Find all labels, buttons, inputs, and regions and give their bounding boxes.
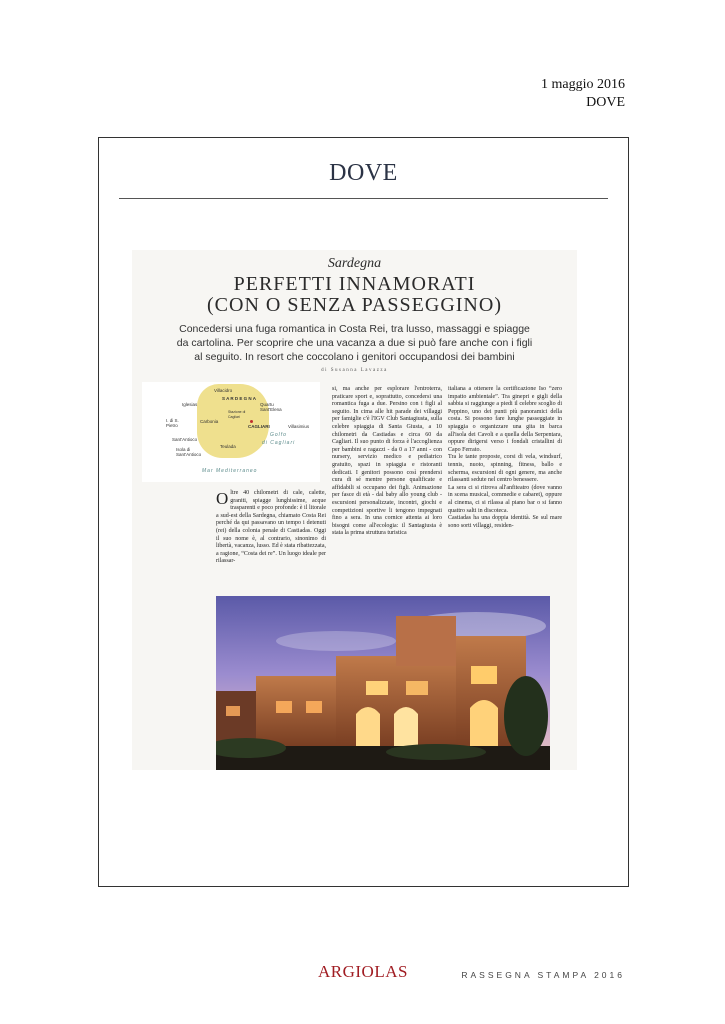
article-column-3	[448, 386, 562, 530]
article-title-line1: PERFETTI INNAMORATI	[233, 273, 476, 295]
map-label-iglesias: Iglesias	[182, 402, 198, 407]
map-pin-cagliari	[250, 420, 253, 423]
map-label-villasimius: Villasimius	[288, 424, 310, 429]
article-column-3-paragraph: Castiadas ha una doppia identità. Se sul mare sono sorti villaggi, residen-	[448, 515, 562, 529]
map-label-villacidro: Villacidro	[214, 388, 233, 393]
footer-brand-logo: ARGIOLAS	[318, 962, 408, 981]
resort-photo-image	[216, 596, 550, 770]
article-column-2: si, ma anche per esplorare l'entroterra, praticare sport e, soprattutto, concedersi una romantica fuga a due. Persino con i figli al seguito. In cima alle hit parade dei villaggi per famiglie c'è l'IGV Club Santagiusta, sulla celebre spiaggia di Santa Giusta, a 10 chilometri da Castiadas e circa 60 da Cagliari. Il suo punto di forza è l'accoglienza per bambini e ragazzi - da 0 a 17 anni - con nursery, servizio medico e pediatrico gratuito, spazi in spiaggia e ristoranti dedicati. I genitori possono così prendersi cura di sé mentre persone qualificate e affidabili si occupano dei figli. Animazione per fasce di età - dal baby allo young club - escursioni personalizzate, incontri, giochi e competizioni sportive li tengono impegnati fino a sera. In una cornice attenta ai loro bisogni come all'ecologia: il Santagiusta è stata la prima struttura turistica	[332, 386, 442, 537]
article-title	[132, 274, 577, 316]
map-label-quartu: Quartu Sant'Elena	[260, 402, 282, 412]
article-clipping	[132, 250, 577, 770]
footer-caption: RASSEGNA STAMPA 2016	[461, 970, 625, 980]
article-kicker: Sardegna	[327, 256, 382, 271]
article-column-3-paragraph: italiana a ottenere la certificazione Iso “zero impatto ambientale”. Tra ginepri e gigli della sabbia si raggiunge a piedi il celebre scoglio di Peppino, uno dei punti più panoramici della costa. Si possono fare lunghe passeggiate in spiaggia o organizzare una gita in barca all'isola dei Cavoli e a quella della Serpentara, oppure dirigersi verso i fondali cristallini di Capo Ferrato.	[448, 386, 562, 453]
article-column-3-paragraph: La sera ci si ritrova all'anfiteatro (dove vanno in scena musical, commedie e cabaret), oppure al cinema, ci si rilassa al piano bar o si fanno quattro salti in discoteca.	[448, 484, 562, 514]
resort-photo	[216, 596, 550, 770]
article-column-3-paragraph: Tra le tante proposte, corsi di vela, windsurf, tennis, nuoto, spinning, fitness, ballo e scherma, escursioni di ogni genere, ma anche rilassanti sedute nel centro benessere.	[448, 454, 562, 484]
article-column-1	[216, 490, 326, 566]
article-byline: di Susanna Lavazza	[321, 368, 388, 373]
magazine-logo: DOVE	[329, 160, 398, 186]
article-lede: Concedersi una fuga romantica in Costa Rei, tra lusso, massaggi e spiagge da cartolina. Per scoprire che una vacanza a due si può fare anche con i figli al seguito. In resort che coccolano i genitori occupandosi dei bambini	[176, 323, 533, 363]
map-label-santantioco: Sant'Antioco	[172, 437, 198, 442]
map-label-isola-santantioco: Isola di Sant'Antioco	[176, 447, 202, 457]
map-label-teulada: Teulada	[220, 444, 236, 449]
map-label-stazione: Stazione di Cagliari	[228, 410, 246, 419]
map-label-di-cagliari: di Cagliari	[262, 440, 296, 446]
header-divider	[119, 198, 608, 199]
sardinia-map	[142, 382, 320, 482]
article-dropcap: O	[216, 489, 229, 508]
clipping-date: 1 maggio 2016	[541, 77, 625, 92]
map-label-golfo: Golfo	[270, 432, 287, 438]
article-title-line2: (CON O SENZA PASSEGGINO)	[207, 294, 502, 316]
map-label-sardegna: S A R D E G N A	[222, 396, 257, 401]
map-label-cagliari: CAGLIARI	[248, 424, 270, 429]
map-label-carbonia: Carbonia	[200, 419, 219, 424]
article-column-1-text: ltre 40 chilometri di cale, calette, graniti, spiagge lunghissime, acque trasparenti e poco profonde: è il litorale a sud-est della Sardegna, chiamato Costa Rei perché da qui passavano un tempo i detenuti (rei) della colonia penale di Castiadas. Oggi il suo nome è, al contrario, sinonimo di libertà, vacanza, lusso. Ed è stata ribattezzata, a ragione, “Costa dei re”. Un luogo ideale per rilassar-	[216, 490, 326, 565]
clipping-publication: DOVE	[586, 95, 625, 110]
clipping-header	[541, 76, 625, 112]
map-label-sea: Mar Mediterraneo	[202, 468, 258, 474]
map-label-isola-s-pietro: I. di S. Pietro	[166, 418, 179, 428]
